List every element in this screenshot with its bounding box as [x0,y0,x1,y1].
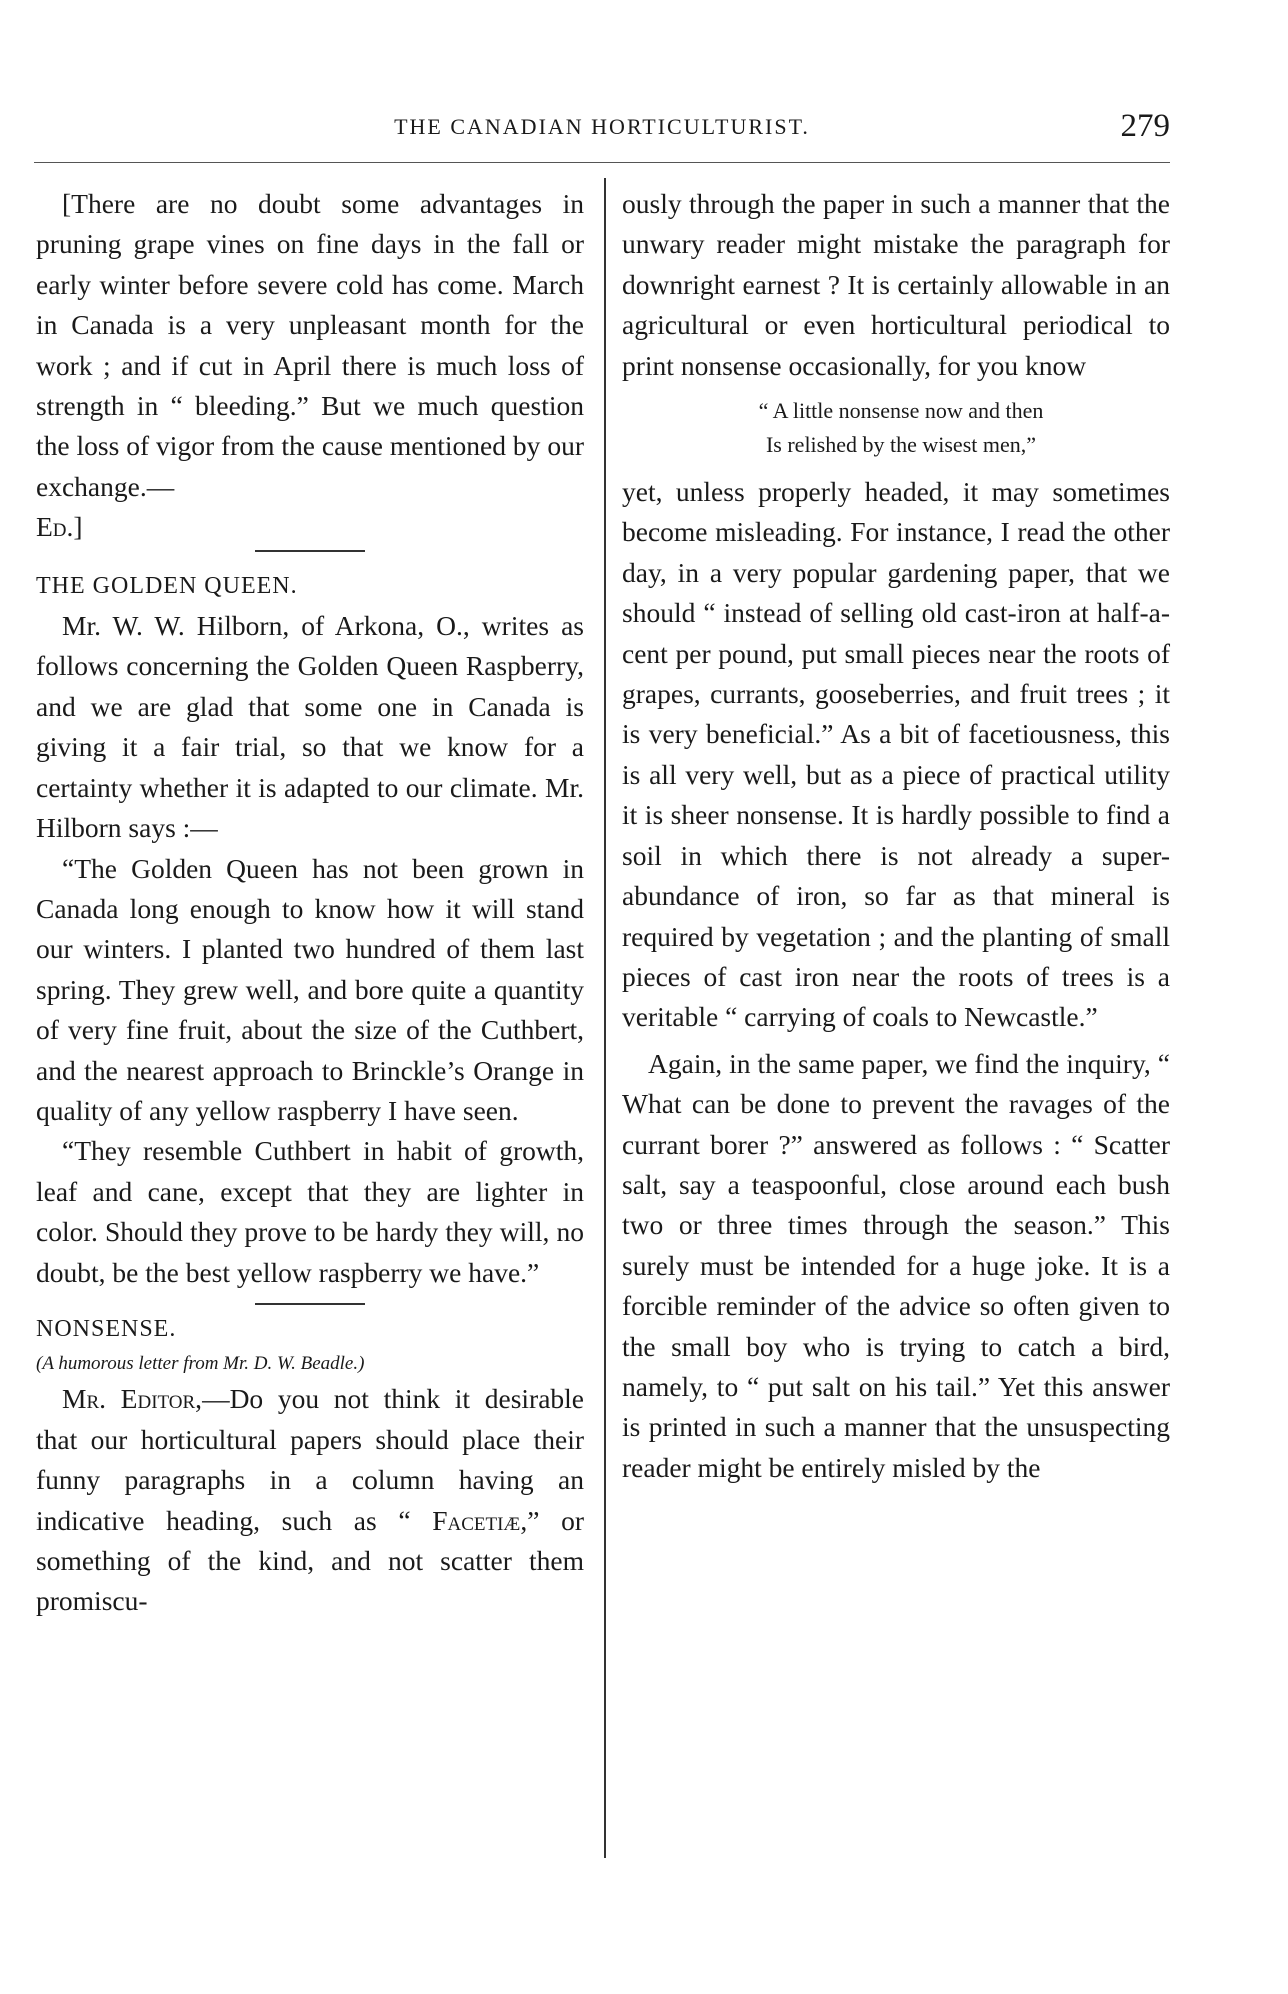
page-number: 279 [1120,108,1170,144]
nonsense-paragraph-1-text-b: ” or something of the kind, and not scatter them promiscu- [36,1504,584,1617]
golden-queen-paragraph-2: “The Golden Queen has not been grown in Canada long enough to know how it will stand our winters. I planted two hundred of them last spring. They grew well, and bore quite a quantity of very fine fruit, about the size of the Cuthbert, and the nearest approach to Brinckle’s Orange in quality of any yellow raspberry I have seen. [36,852,584,1126]
continued-paragraph: ously through the paper in such a manner that the unwary reader might mistake the paragraph for downright earnest ? It is certainly allowable in an agricultural or even horticultural periodical to print nonsense occasionally, for you know [622,188,1170,381]
nonsense-title: NONSENSE. [36,1315,177,1342]
golden-queen-paragraph-1: Mr. W. W. Hilborn, of Arkona, O., writes as follows concerning the Golden Queen Raspberry, and we are glad that some one in Canada is giving it a fair trial, so that we know for a certainty whether it is adapted to our climate. Mr. Hilborn says :— [36,610,584,844]
right-paragraph-2: yet, unless properly headed, it may sometimes become misleading. For instance, I read the other day, in a very popular gardening paper, that we should “ instead of selling old cast-iron at half-a-cent per pound, put small pieces near the roots of grapes, currants, gooseberries, and fruit trees ; it is very beneficial.” As a bit of facetiousness, this is all very well, but as a piece of practical utility it is sheer nonsense. It is hardly possible to find a soil in which there is not already a super-abundance of iron, so far as that mineral is required by vegetation ; and the planting of small pieces of cast iron near the roots of trees is a veritable “ carrying of coals to Newcastle.” [622,476,1170,1033]
golden-queen-paragraph-3: “They resemble Cuthbert in habit of growth, leaf and cane, except that they are lighter in color. Should they prove to be hardy they will, no doubt, be the best yellow raspberry we have.” [36,1135,584,1288]
verse-line-1: “ A little nonsense now and then [758,398,1044,424]
section-rule [255,550,365,552]
right-paragraph-3: Again, in the same paper, we find the inquiry, “ What can be done to prevent the ravages of the currant borer ?” answered as follows : “ Scatter salt, say a teaspoonful, close around each bush two or three times through the season.” This surely must be intended for a huge joke. It is a forcible reminder of the advice so often given to the small boy who is trying to catch a bird, namely, to “ put salt on his tail.” Yet this answer is printed in such a manner that the unsuspecting reader might be entirely misled by the [622,1047,1170,1483]
right-column [622,184,1170,1488]
facetiae-term: Facetiæ, [432,1504,528,1536]
nonsense-paragraph-1-text-a: —Do you not think it desirable that our horticultural papers should place their funny paragraphs in a column having an indicative heading, such as “ [36,1383,584,1536]
verse-quote [622,394,1170,462]
left-column [36,184,584,1622]
editor-note: [There are no doubt some advantages in pruning grape vines on fine days in the fall or early winter before severe cold has come. March in Canada is a very unpleasant month for the work ; and if cut in April there is much loss of strength in “ bleeding.” But we much question the loss of vigor from the cause mentioned by our exchange.— [36,188,584,502]
column-divider [604,178,606,1858]
golden-queen-title: THE GOLDEN QUEEN. [36,572,298,599]
salutation: Mr. Editor, [62,1383,203,1415]
header-rule [34,162,1170,163]
editor-sign: Ed.] [36,511,83,543]
nonsense-byline: (A humorous letter from Mr. D. W. Beadle.) [36,1353,365,1375]
page-header [34,108,1170,148]
nonsense-paragraph-1 [36,1379,584,1621]
running-title: THE CANADIAN HORTICULTURIST. [394,114,810,139]
section-rule [255,1303,365,1305]
verse-line-2: Is relished by the wisest men,” [765,432,1037,458]
